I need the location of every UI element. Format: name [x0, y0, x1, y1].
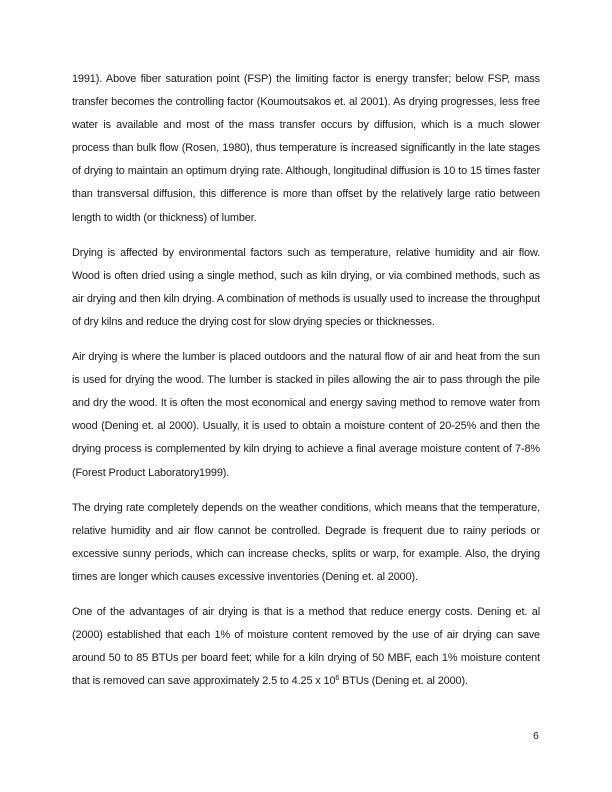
exponent-superscript: 6 — [335, 675, 340, 683]
paragraph-drying-rate: The drying rate completely depends on the weather conditions, which means that the temperature, relative humidity and air flow cannot be controlled. Degrade is frequent due to rainy periods or excessive sunny periods, which can increase checks, splits or warp, for example. Also, the drying times are longer which causes excessive inventories (Dening et. al 2000). — [72, 501, 540, 583]
document-body — [72, 68, 540, 705]
paragraph-air-drying: Air drying is where the lumber is placed outdoors and the natural flow of air and heat from the sun is used for drying the wood. The lumber is stacked in piles allowing the air to pass through the pile and dry the wood. It is often the most economical and energy saving method to remove water from wood (Dening et. al 2000). Usually, it is used to obtain a moisture content of 20-25% and then the drying process is complemented by kiln drying to achieve a final average moisture content of 7-8% (Forest Product Laboratory1999). — [72, 351, 540, 479]
energy-costs-text-end: BTUs (Dening et. al 2000). — [339, 675, 468, 688]
energy-costs-text: One of the advantages of air drying is that is a method that reduce energy costs. Dening et. al (2000) established that each 1% of moisture content removed by the use of air drying can save around 50 to 85 BTUs per board feet; while for a kiln drying of 50 MBF, each 1% moisture content that is removed can save approximately 2.5 to 4.25 x 10 — [72, 605, 540, 688]
paragraph-drying-mechanism: 1991). Above fiber saturation point (FSP) the limiting factor is energy transfer; below FSP, mass transfer becomes the controlling factor (Koumoutsakos et. al 2001). As drying progresses, less free water is available and most of the mass transfer occurs by diffusion, which is a much slower process than bulk flow (Rosen, 1980), thus temperature is increased significantly in the late stages of drying to maintain an optimum drying rate. Although, longitudinal diffusion is 10 to 15 times faster than transversal diffusion, this difference is more than offset by the relatively large ratio between length to width (or thickness) of lumber. — [72, 73, 540, 224]
paragraph-energy-costs — [72, 601, 540, 693]
paragraph-environmental-factors: Drying is affected by environmental factors such as temperature, relative humidity and air flow. Wood is often dried using a single method, such as kiln drying, or via combined methods, such as air drying and then kiln drying. A combination of methods is usually used to increase the throughput of dry kilns and reduce the drying cost for slow drying species or thicknesses. — [72, 246, 540, 328]
page-number: 6 — [533, 730, 539, 742]
